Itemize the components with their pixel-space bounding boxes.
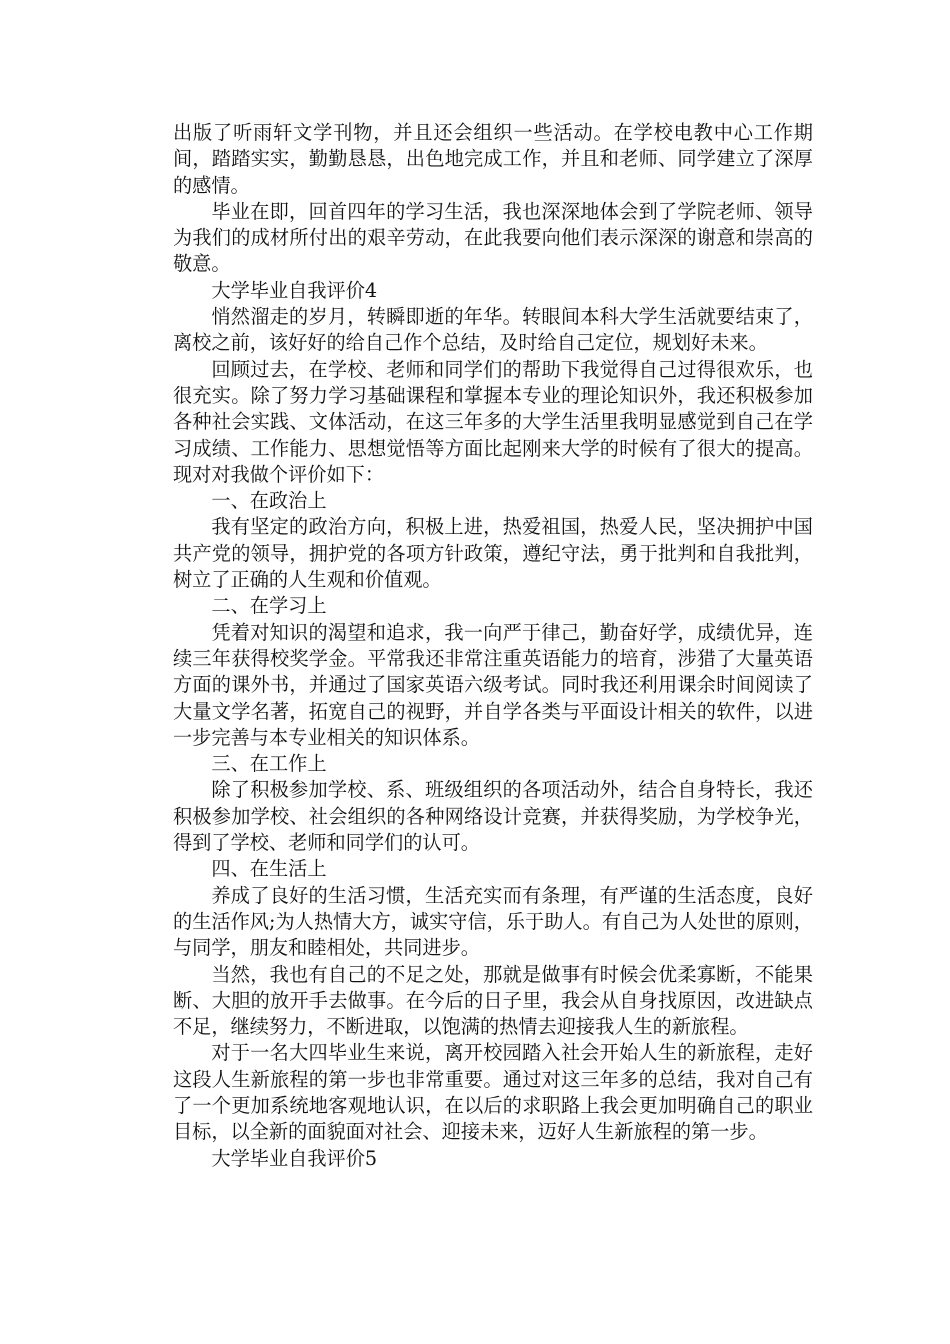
document-page [173,120,813,1172]
paragraph-continued: 出版了听雨轩文学刊物，并且还会组织一些活动。在学校电教中心工作期间，踏踏实实，勤勤恳恳，出色地完成工作，并且和老师、同学建立了深厚的感情。 [173,121,813,197]
paragraph: 我有坚定的政治方向，积极上进，热爱祖国，热爱人民，坚决拥护中国共产党的领导，拥护党的各项方针政策，遵纪守法，勇于批判和自我批判，树立了正确的人生观和价值观。 [173,515,813,592]
section-heading: 大学毕业自我评价5 [211,1146,378,1170]
paragraph: 回顾过去，在学校、老师和同学们的帮助下我觉得自己过得很欢乐，也很充实。除了努力学习基础课程和掌握本专业的理论知识外，我还积极参加各种社会实践、文体活动，在这三年多的大学生活里我明显感觉到自己在学习成绩、工作能力、思想觉悟等方面比起刚来大学的时候有了很大的提高。现对对我做个评价如下： [173,357,813,486]
section-heading: 四、在生活上 [211,857,327,881]
paragraph: 凭着对知识的渴望和追求，我一向严于律己，勤奋好学，成绩优异，连续三年获得校奖学金。平常我还非常注重英语能力的培育，涉猎了大量英语方面的课外书，并通过了国家英语六级考试。同时我还利用课余时间阅读了大量文学名著，拓宽自己的视野，并自学各类与平面设计相关的软件，以进一步完善与本专业相关的知识体系。 [173,620,813,749]
paragraph: 除了积极参加学校、系、班级组织的各项活动外，结合自身特长，我还积极参加学校、社会组织的各种网络设计竞赛，并获得奖励，为学校争光，得到了学校、老师和同学们的认可。 [173,778,813,855]
paragraph: 对于一名大四毕业生来说，离开校园踏入社会开始人生的新旅程，走好这段人生新旅程的第一步也非常重要。通过对这三年多的总结，我对自己有了一个更加系统地客观地认识，在以后的求职路上我会更加明确自己的职业目标，以全新的面貌面对社会、迎接未来，迈好人生新旅程的第一步。 [173,1041,813,1144]
paragraph: 当然，我也有自己的不足之处，那就是做事有时候会优柔寡断，不能果断、大胆的放开手去做事。在今后的日子里，我会从自身找原因，改进缺点不足，继续努力，不断进取，以饱满的热情去迎接我人生的新旅程。 [173,962,813,1039]
paragraph: 养成了良好的生活习惯，生活充实而有条理，有严谨的生活态度，良好的生活作风;为人热情大方，诚实守信，乐于助人。有自己为人处世的原则，与同学，朋友和睦相处，共同进步。 [173,883,813,960]
section-heading: 三、在工作上 [211,752,327,776]
paragraph: 悄然溜走的岁月，转瞬即逝的年华。转眼间本科大学生活就要结束了，离校之前，该好好的给自己作个总结，及时给自己定位，规划好未来。 [173,305,813,355]
section-heading: 一、在政治上 [211,489,327,513]
section-heading: 二、在学习上 [211,594,327,618]
section-heading: 大学毕业自我评价4 [211,278,378,302]
paragraph: 毕业在即，回首四年的学习生活，我也深深地体会到了学院老师、领导为我们的成材所付出的艰辛劳动，在此我要向他们表示深深的谢意和崇高的敬意。 [173,199,813,276]
